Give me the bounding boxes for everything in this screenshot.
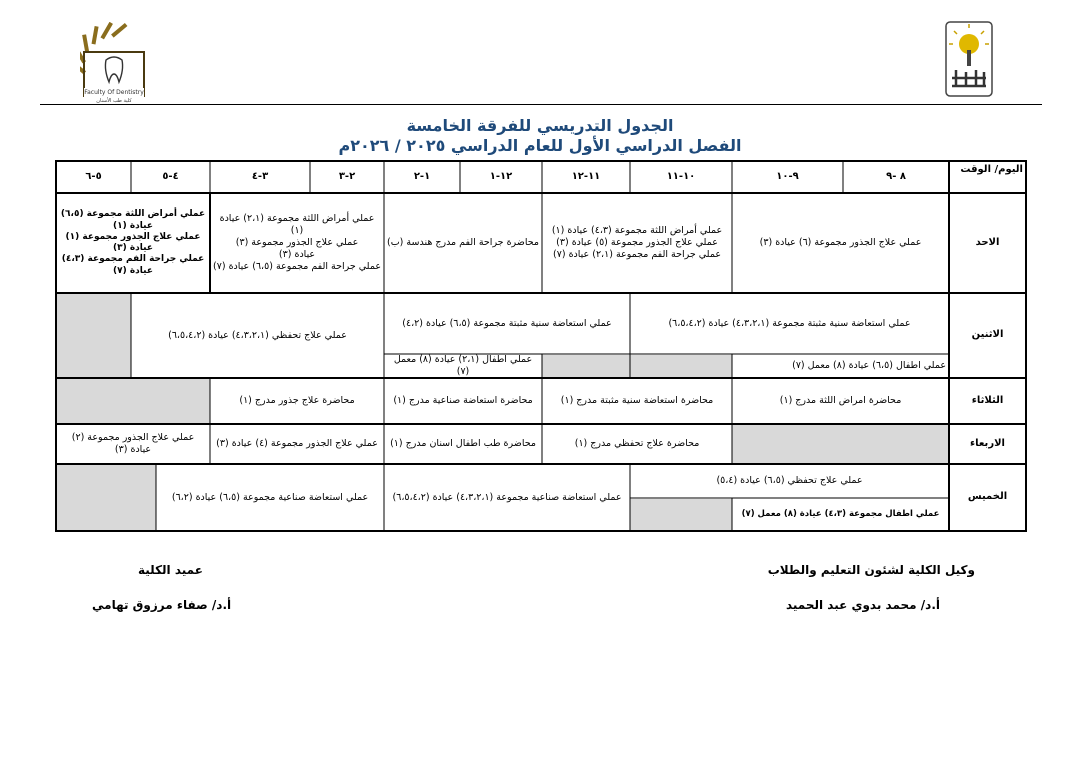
day-label-tuesday: الثلاثاء xyxy=(971,394,1004,406)
time-header: ١١-١٢ xyxy=(571,170,601,182)
day-label-monday: الاثنين xyxy=(971,329,1004,341)
session-line: عملي علاج الجذور مجموعة (٥) عيادة (٣) xyxy=(556,237,718,249)
session-cell: عملي علاج تحفظي (٦،٥) عيادة (٥،٤) xyxy=(716,475,863,487)
semester-title: الفصل الدراسي الأول للعام الدراسي ٢٠٢٥ / ٢٠٢٦م xyxy=(338,136,742,155)
faculty-of-dentistry-logo xyxy=(80,22,148,106)
session-line: عيادة (٧) xyxy=(113,265,154,276)
session-cell xyxy=(56,424,210,464)
session-line: عملي علاج الجذور مجموعة (٢) xyxy=(71,432,195,444)
session-line: عيادة (٣) xyxy=(114,444,152,455)
session-cell xyxy=(210,193,384,293)
session-line: عملي جراحة الفم مجموعة (٤،٣) xyxy=(61,254,205,265)
time-header: ٢-٣ xyxy=(338,170,356,182)
empty-cell xyxy=(56,294,131,378)
time-header: ١٢-١ xyxy=(489,170,513,182)
session-cell: عملي اطفال مجموعة (٤،٣) عيادة (٨) معمل (٧) xyxy=(741,509,940,520)
day-label-wednesday: الاربعاء xyxy=(970,437,1005,449)
session-cell: عملي استعاضة سنية مثبتة مجموعة (٦،٥) عيادة (٤،٢) xyxy=(402,317,612,329)
session-cell: عملي اطفال (٦،٥) عيادة (٨) معمل (٧) xyxy=(792,360,946,372)
session-cell: محاضرة جراحة الفم مدرج هندسة (ب) xyxy=(387,237,539,249)
empty-cell xyxy=(630,355,732,377)
session-cell: عملي علاج الجذور مجموعة (٤) عيادة (٣) xyxy=(216,438,378,450)
empty-cell xyxy=(56,465,156,530)
session-cell: محاضرة استعاضة سنية مثبتة مدرج (١) xyxy=(560,395,714,407)
vice-dean-name: أ.د/ محمد بدوي عبد الحميد xyxy=(785,598,940,612)
session-line: عملي أمراض اللثة مجموعة (٢،١) عيادة (١) xyxy=(219,213,375,237)
session-line: عملي جراحة الفم مجموعة (٦،٥) عيادة (٧) xyxy=(213,260,381,272)
header-divider xyxy=(40,104,1042,105)
svg-text:Faculty Of Dentistry: Faculty Of Dentistry xyxy=(84,89,144,96)
empty-cell xyxy=(630,499,732,530)
empty-cell xyxy=(732,425,949,464)
session-cell: عملي علاج تحفظي (٤،٣،٢،١) عيادة (٦،٥،٤،٢) xyxy=(168,329,347,341)
session-line: عملي جراحة الفم مجموعة (٢،١) عيادة (٧) xyxy=(553,248,721,260)
time-header: ٨ -٩ xyxy=(886,170,906,182)
session-cell: عملي استعاضة صناعية مجموعة (٤،٣،٢،١) عيادة (٦،٥،٤،٢) xyxy=(392,491,622,503)
session-line: عيادة (٣) xyxy=(113,243,154,253)
session-line: عيادة (٣) xyxy=(278,248,316,260)
session-cell: عملي اطفال (٢،١) عيادة (٨) معمل (٧) xyxy=(393,354,533,377)
schedule-title: الجدول التدريسي للفرقة الخامسة xyxy=(406,116,674,135)
session-line: عملي أمراض اللثة مجموعة (٦،٥) xyxy=(60,209,206,220)
empty-cell xyxy=(542,355,630,377)
session-cell: عملي استعاضة صناعية مجموعة (٦،٥) عيادة (٦،٢) xyxy=(171,491,369,503)
session-cell: محاضرة طب اطفال اسنان مدرج (١) xyxy=(390,438,536,450)
session-cell: محاضرة علاج تحفظي مدرج (١) xyxy=(574,438,700,450)
time-header: ٩-١٠ xyxy=(776,170,799,182)
session-cell xyxy=(542,193,732,293)
time-header: ٥-٦ xyxy=(85,170,102,182)
time-header: ١٠-١١ xyxy=(666,170,696,182)
svg-text:كلية طب الأسنان: كلية طب الأسنان xyxy=(96,98,132,104)
vice-dean-title: وكيل الكلية لشئون التعليم والطلاب xyxy=(767,563,975,577)
session-cell: عملي علاج الجذور مجموعة (٦) عيادة (٣) xyxy=(759,237,922,249)
session-cell: محاضرة علاج جذور مدرج (١) xyxy=(239,395,355,407)
time-header: ٤-٥ xyxy=(162,170,179,182)
session-line: عملي علاج الجذور مجموعة (١) xyxy=(65,231,201,242)
corner-header: اليوم/ الوقت xyxy=(960,164,1023,175)
time-header: ١-٢ xyxy=(413,170,431,182)
session-line: عيادة (١) xyxy=(113,220,154,231)
dean-title: عميد الكلية xyxy=(138,563,203,577)
session-line: عملي أمراض اللثة مجموعة (٤،٣) عيادة (١) xyxy=(551,225,723,237)
time-header: ٣-٤ xyxy=(251,170,269,182)
dean-name: أ.د/ صفاء مرزوق تهامي xyxy=(92,598,232,612)
session-cell: محاضرة امراض اللثة مدرج (١) xyxy=(779,395,902,407)
session-cell: محاضرة استعاضة صناعية مدرج (١) xyxy=(393,395,533,407)
session-cell xyxy=(56,193,210,293)
day-label-thursday: الخميس xyxy=(967,491,1008,503)
day-label-sunday: الاحد xyxy=(975,236,1000,248)
empty-cell xyxy=(56,379,210,425)
session-cell: عملي استعاضة سنية مثبتة مجموعة (٤،٣،٢،١) عيادة (٦،٥،٤،٢) xyxy=(668,317,911,329)
session-line: عملي علاج الجذور مجموعة (٣) xyxy=(235,237,359,249)
assiut-university-logo xyxy=(944,20,994,98)
schedule-table xyxy=(55,160,1027,532)
